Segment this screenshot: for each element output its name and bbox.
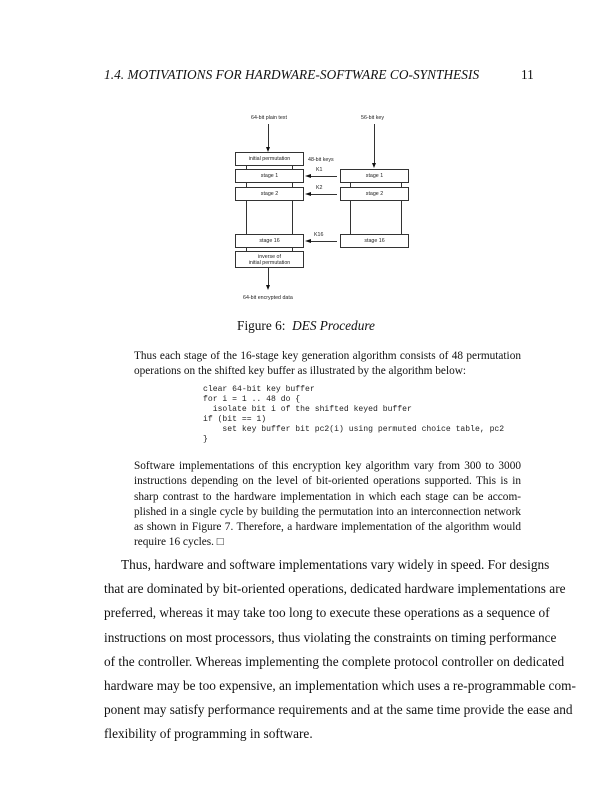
k1-arrow-line — [310, 176, 337, 177]
arrow-left-icon — [305, 239, 311, 243]
figure-number: Figure 6: — [237, 318, 286, 333]
arrow-down-icon — [372, 163, 376, 168]
running-header-title: 1.4. MOTIVATIONS FOR HARDWARE-SOFTWARE CO-SYNTHESIS — [104, 67, 480, 82]
arrow-left-icon — [305, 174, 311, 178]
text-line: preferred, whereas it may take too long to execute these operations as a sequence of — [104, 605, 550, 621]
arrow-down-icon — [266, 285, 270, 290]
text-line: sharp contrast to the hardware implementation in which each stage can be accom- — [134, 490, 521, 503]
key-k1-label: K1 — [316, 167, 323, 173]
text-line: as shown in Figure 7. Therefore, a hardware implementation of the algorithm would — [134, 521, 521, 534]
box-right-stage-2: stage 2 — [340, 187, 409, 201]
text-line: of the controller. Whereas implementing the complete protocol controller on dedicated — [104, 653, 565, 669]
box-left-stage-1: stage 1 — [235, 169, 304, 183]
box-right-stage-1: stage 1 — [340, 169, 409, 183]
text-line: Thus, hardware and software implementations vary widely in speed. For designs — [121, 557, 550, 572]
algorithm-code-block — [203, 385, 504, 444]
example-intro-paragraph — [134, 349, 521, 380]
output-arrow-line — [268, 268, 269, 286]
figure-title: DES Procedure — [292, 318, 375, 333]
code-line: set key buffer bit pc2(i) using permuted choice table, pc2 — [203, 424, 505, 434]
page-number: 11 — [521, 67, 534, 82]
input-plaintext-label: 64-bit plain text — [251, 115, 287, 121]
plaintext-arrow-line — [268, 124, 269, 148]
body-paragraph — [104, 553, 576, 747]
text-line: that are dominated by bit-oriented operations, dedicated hardware implementations are — [104, 581, 566, 597]
box-initial-permutation: initial permutation — [235, 152, 304, 166]
inverse-line-1: inverse of — [258, 253, 281, 260]
text-line: instructions on most processors, thus violating the constraints on timing performance — [104, 629, 557, 645]
figure-caption — [0, 318, 612, 334]
output-label: 64-bit encrypted data — [243, 295, 293, 301]
text-line: instructions depending on the level of bit-oriented operations supported. This is in — [134, 475, 521, 488]
arrow-left-icon — [305, 192, 311, 196]
code-line: if (bit == 1) — [203, 414, 267, 424]
text-line: ponent may satisfy performance requirements and at the same time provide the ease and — [104, 702, 573, 718]
text-line: hardware may be too expensive, an implementation which uses a re-programmable com- — [104, 677, 576, 693]
text-line: Thus each stage of the 16-stage key generation algorithm consists of 48 permutation — [134, 350, 521, 362]
text-line: flexibility of programming in software. — [104, 726, 313, 742]
box-right-stage-16: stage 16 — [340, 234, 409, 248]
k16-arrow-line — [310, 241, 337, 242]
key-k2-label: K2 — [316, 185, 323, 191]
code-line: isolate bit i of the shifted keyed buffer — [203, 404, 412, 414]
key-arrow-line — [374, 124, 375, 164]
code-line: } — [203, 434, 208, 444]
inverse-line-2: initial permutation — [248, 259, 291, 266]
k2-arrow-line — [310, 194, 337, 195]
box-inverse-initial-permutation — [235, 251, 304, 268]
input-key-label: 56-bit key — [361, 115, 384, 121]
keys-label: 48-bit keys — [308, 157, 334, 163]
example-followup-paragraph — [134, 459, 521, 551]
box-left-stage-2: stage 2 — [235, 187, 304, 201]
text-line: Software implementations of this encryption key algorithm vary from 300 to 3000 — [134, 460, 521, 472]
code-line: clear 64-bit key buffer — [203, 385, 315, 394]
text-line: require 16 cycles. □ — [134, 536, 224, 549]
code-line: for i = 1 .. 48 do { — [203, 394, 301, 404]
text-line: plished in a single cycle by building the permutation into an interconnection network — [134, 505, 521, 518]
key-k16-label: K16 — [314, 232, 324, 238]
box-left-stage-16: stage 16 — [235, 234, 304, 248]
text-line: operations on the shifted key buffer as illustrated by the algorithm below: — [134, 365, 467, 378]
